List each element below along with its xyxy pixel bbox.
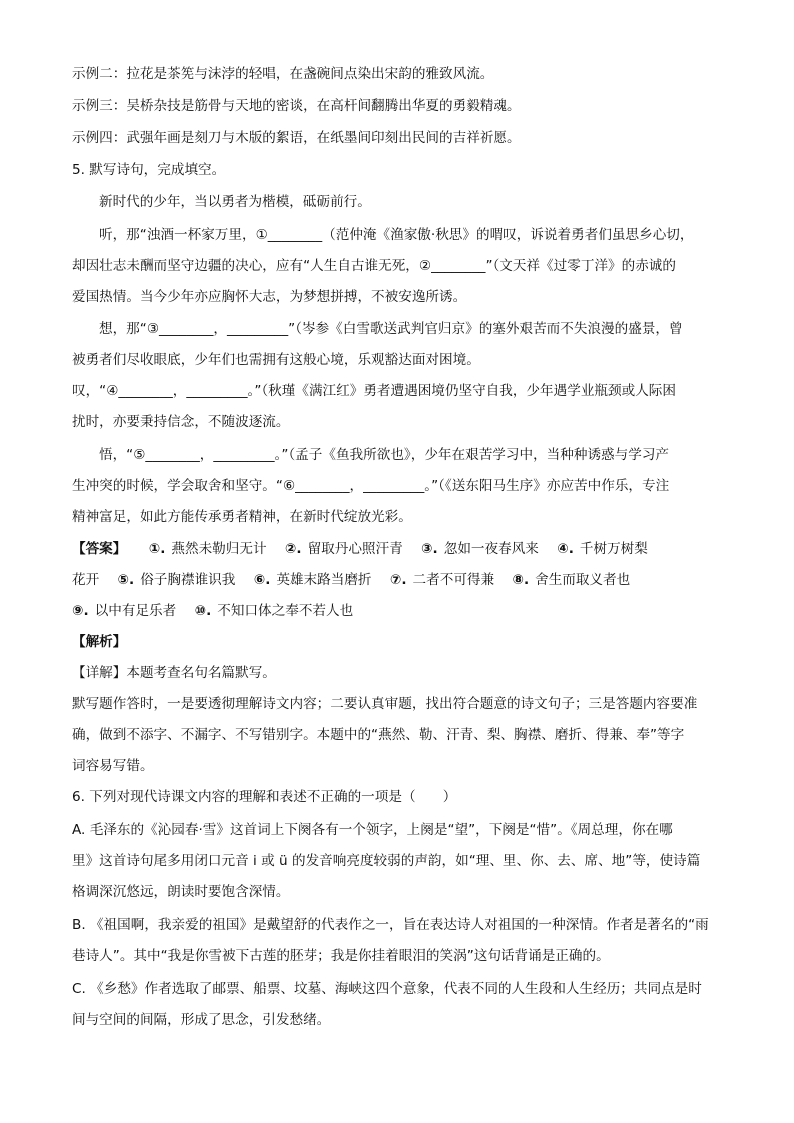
answer-item: ⑥. 英雄末路当磨折 <box>253 572 372 588</box>
answer-item: ⑩. 不知口体之奉不若人也 <box>194 603 354 619</box>
q6-option-text: 格调深沉悠远，朗读时要饱含深情。 <box>72 884 290 900</box>
answer-item: ⑧. 舍生而取义者也 <box>512 572 631 588</box>
answer-item: ③. 忽如一夜春风来 <box>421 541 539 557</box>
q5-paragraph: 想，那“③________，_________”（岑参《白雪歌送武判官归京》的塞外艰苦而不失浪漫的盛景，曾 <box>99 321 683 337</box>
q5-paragraph: 听，那“浊酒一杯家万里，①________（范仲淹《渔家傲·秋思》的喟叹，诉说着勇者们虽思乡心切， <box>99 227 694 243</box>
answer-item: ⑨. 以中有足乐者 <box>72 603 177 619</box>
q5-paragraph: 扰时，亦要秉持信念，不随波逐流。 <box>72 414 290 430</box>
answer-label: 【答案】 <box>72 541 127 557</box>
q6-option-text: B. 《祖国啊，我亲爱的祖国》是戴望舒的代表作之一，旨在表达诗人对祖国的一种深情。作者是著名的“雨 <box>72 917 709 933</box>
q6-option-text: 间与空间的间隔，形成了思念，引发愁绪。 <box>72 1012 331 1028</box>
example-3: 示例三：吴桥杂技是筋骨与天地的密谈，在高杆间翻腾出华夏的勇毅精魂。 <box>72 98 521 114</box>
q6-option-text: C. 《乡愁》作者选取了邮票、船票、坟墓、海峡这四个意象，代表不同的人生段和人生经历；共同点是时 <box>72 981 702 997</box>
answer-line-1 <box>72 539 662 559</box>
detail-text: 词容易写错。 <box>72 758 154 774</box>
q5-paragraph: 被勇者们尽收眼底，少年们也需拥有这般心境，乐观豁达面对困境。 <box>72 352 480 368</box>
q6-option-text: A. 毛泽东的《沁园春·雪》这首词上下阕各有一个领字，上阕是“望”，下阕是“惜”。《周总理，你在哪 <box>72 822 673 838</box>
example-2: 示例二：拉花是茶筅与沫浡的轻唱，在盏碗间点染出宋韵的雅致风流。 <box>72 66 494 82</box>
example-4: 示例四：武强年画是刻刀与木版的絮语，在纸墨间印刻出民间的吉祥祈愿。 <box>72 130 521 146</box>
q6-option-text: 巷诗人”。其中“我是你雪被下古莲的胚芽；我是你挂着眼泪的笑涡”这句话背诵是正确的。 <box>72 948 610 964</box>
detail-heading: 【详解】本题考查名句名篇默写。 <box>72 665 276 681</box>
q5-paragraph: 叹，“④________，_________。”（秋瑾《满江红》勇者遭遇困境仍坚守自我，少年遇学业瓶颈或人际困 <box>72 383 676 399</box>
analysis-label: 【解析】 <box>72 634 127 650</box>
answer-item: ①. 燕然未勒归无计 <box>148 541 267 557</box>
answer-item: 花开 <box>72 572 100 588</box>
q5-paragraph: 却因壮志未酬而坚守边疆的决心，应有“人生自古谁无死，②________”（文天祥《过零丁洋》的赤诚的 <box>72 258 676 274</box>
answer-item: ④. 千树万树梨 <box>557 541 648 557</box>
q5-paragraph: 爱国热情。当今少年亦应胸怀大志，为梦想拼搏，不被安逸所诱。 <box>72 289 467 305</box>
q6-option-text: 里》这首诗句尾多用闭口元音 i 或 ü 的发音响亮度较弱的声韵，如“理、里、你、去、席、地”等，使诗篇 <box>72 853 701 869</box>
detail-text: 默写题作答时，一是要透彻理解诗文内容；二要认真审题，找出符合题意的诗文句子；三是答题内容要准 <box>72 696 698 712</box>
q5-paragraph: 悟，“⑤________，_________。”（孟子《鱼我所欲也》，少年在艰苦学习中，当种种诱惑与学习产 <box>99 447 670 463</box>
answer-item: ⑤. 俗子胸襟谁识我 <box>117 572 236 588</box>
detail-text: 确，做到不添字、不漏字、不写错别字。本题中的“燕然、勒、汗青、梨、胸襟、磨折、得兼、奉”等字 <box>72 727 685 743</box>
question-6-title: 6. 下列对现代诗课文内容的理解和表述不正确的一项是（ ） <box>72 789 457 805</box>
question-5-title: 5. 默写诗句，完成填空。 <box>72 162 226 178</box>
answer-item: ②. 留取丹心照汗青 <box>284 541 403 557</box>
q5-paragraph: 精神富足，如此方能传承勇者精神，在新时代绽放光彩。 <box>72 509 412 525</box>
answer-line-2 <box>72 570 644 590</box>
q5-paragraph: 生冲突的时候，学会取舍和坚守。“⑥________，_________。”（《送东阳马生序》亦应苦中作乐，专注 <box>72 478 670 494</box>
answer-item: ⑦. 二者不可得兼 <box>389 572 495 588</box>
answer-line-3 <box>72 601 367 621</box>
q5-paragraph: 新时代的少年，当以勇者为楷模，砥砺前行。 <box>99 194 371 210</box>
